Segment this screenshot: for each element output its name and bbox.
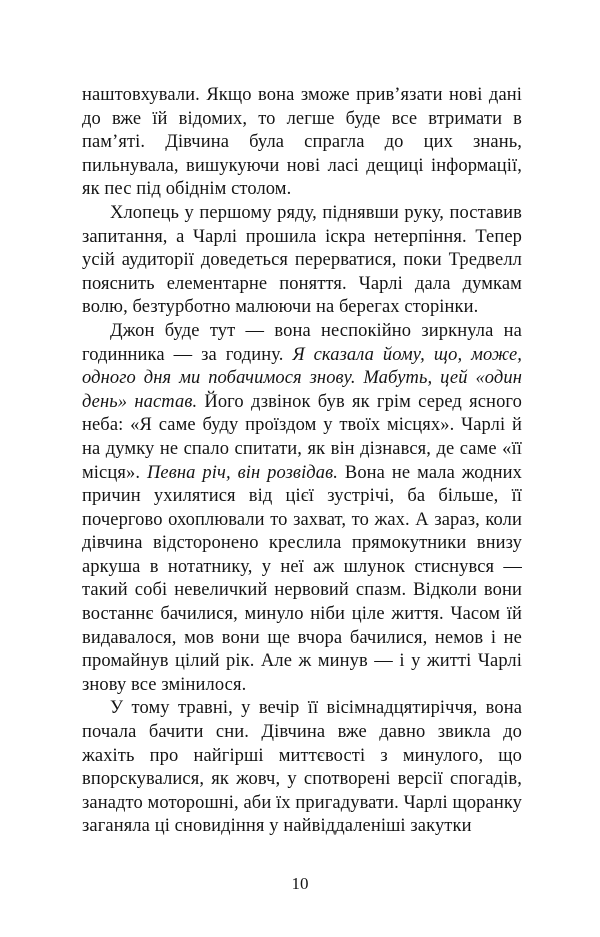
regular-text: Його дзвінок був як грім серед ясного неба: «Я саме буду проїздом у твоїх місцях». Чарлі й на думку не спало спитати, як він дізнався, де саме «її місця».	[82, 391, 522, 483]
italic-text: Певна річ, він розвідав.	[146, 462, 338, 483]
regular-text: наштовхували. Якщо вона зможе прив’язати нові дані до вже їй відомих, то легше буде все втримати в пам’яті. Дівчина була спрагла до цих знань, пильнувала, вишукуючи нові ласі дещиці інформації, як пес під обіднім столом.	[82, 85, 522, 200]
paragraph	[82, 84, 522, 202]
regular-text: Хлопець у першому ряду, піднявши руку, поставив запитання, а Чарлі прошила іскра нетерпіння. Тепер усій аудиторії доведеться перерватися, поки Тредвелл пояснить елементарне поняття. Чарлі дала думкам волю, безтурботно малюючи на берегах сторінки.	[82, 202, 522, 318]
paragraph	[82, 697, 522, 839]
paragraph	[82, 202, 522, 320]
page-number: 10	[291, 874, 309, 893]
regular-text: Вона не мала жодних причин ухилятися від цієї зустрічі, ба більше, її почергово охоплювали то захват, то жах. А зараз, коли дівчина відсторонено креслила прямокутники внизу аркуша в нотатнику, у неї аж шлунок стиснувся — такий собі невеличкий нервовий спазм. Відколи вони востаннє бачилися, минуло ніби ціле життя. Часом їй видавалося, мов вони ще вчора бачилися, немов і не промайнув цілий рік. Але ж минув — і у житті Чарлі знову все змінилося.	[82, 462, 522, 695]
paragraph	[82, 320, 522, 698]
regular-text: У тому травні, у вечір її вісімнадцятиріччя, вона почала бачити сни. Дівчина вже давно звикла до жахіть про найгірші миттєвості з минулого, що впорскувалися, як жовч, у спотворені версії спогадів, занадто моторошні, аби їх пригадувати. Чарлі щоранку заганяла ці сновидіння у найвіддаленіші закутки	[82, 698, 523, 837]
italic-text: Я сказала йому, що, може, одного дня ми побачимося знову. Мабуть, цей «один день» настав.	[82, 344, 522, 412]
regular-text: Джон буде тут — вона неспокійно зиркнула на годинника — за годину.	[82, 320, 522, 365]
body-text	[82, 84, 522, 839]
